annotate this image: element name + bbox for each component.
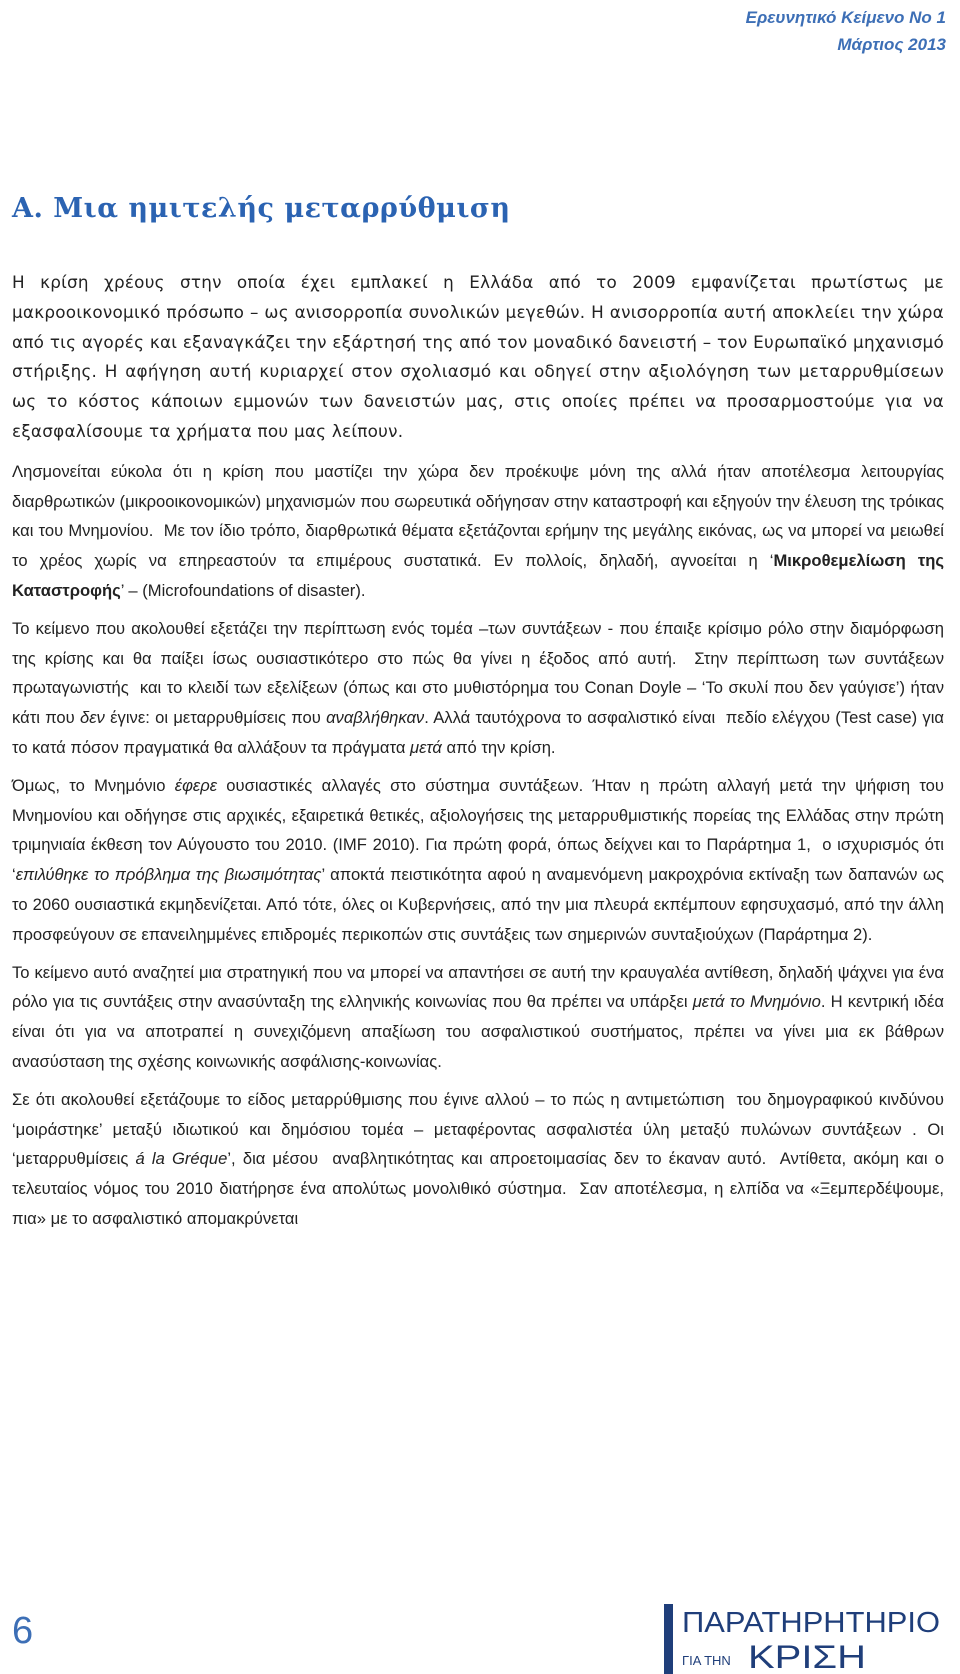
paragraph-4: [12, 771, 949, 950]
paragraph-3-text-c: . Αλλά ταυτόχρονα το ασφαλιστικό είναι πεδίο ελέγχου (Test case) για το κατά πόσον πραγματικά θα αλλάξουν τα πράγματα: [12, 708, 949, 757]
document-body: [12, 268, 954, 1242]
paragraph-3: [12, 614, 949, 763]
paragraph-4-text-b: ουσιαστικές αλλαγές στο σύστημα συντάξεων. Ήταν η πρώτη αλλαγή μετά την ψήφιση του Μνημονίου και οδήγησε στις αρχικές, εξαιρετικά θετικές, αξιολογήσεις της μεταρρυθμιστικής πορείας της Ελλάδας στην πρώτη τριμηνιαία έκθεση τον Αύγουστο του 2010. (IMF 2010). Για πρώτη φορά, όπως δείχνει και το Παράρτημα 1, ο ισχυρισμός ότι ‘: [12, 775, 949, 885]
paragraph-6-tail: ’, δια μέσου αναβλητικότητας και απροετοιμασίας δεν το έκαναν αυτό. Αντίθετα, ακόμη και ο τελευταίος νόμος του 2010 διατήρησε ένα απολύτως μονολιθικό σύστημα. Σαν αποτέλεσμα, η ελπίδα να «Ξεμπερδέψουμε, πια» με το ασφαλιστικό απομακρύνεται: [12, 1149, 949, 1228]
paragraph-5-italic: μετά το Μνημόνιο: [692, 992, 821, 1012]
logo-small-text: ΓΙΑ ΤΗΝ: [682, 1653, 731, 1668]
paragraph-5-text: Το κείμενο αυτό αναζητεί μια στρατηγική που να μπορεί να απαντήσει σε αυτή την κραυγαλέα αντίθεση, δηλαδή ψάχνει για ένα ρόλο για τις συντάξεις στην ανασύνταξη της ελληνικής κοινωνίας που θα πρέπει να υπάρξει: [12, 962, 949, 1012]
paragraph-3-tail: από την κρίση.: [441, 737, 556, 757]
paragraph-1: Η κρίση χρέους στην οποία έχει εμπλακεί η Ελλάδα από το 2009 εμφανίζεται πρωτίστως με μακροοικονομικό πρόσωπο – ως ανισορροπία συνολικών μεγεθών. Η ανισορροπία αυτή αποκλείει την χώρα από τις αγορές και εξαναγκάζει την εξάρτησή της από τον μοναδικό δανειστή – τον Ευρωπαϊκό μηχανισμό στήριξης. Η αφήγηση αυτή κυριαρχεί στον σχολιασμό και οδηγεί στην αξιολόγηση των μεταρρυθμίσεων ως το κόστος κάποιων εμμονών των δανειστών μας, στις οποίες πρέπει να προσαρμοστούμε για να εξασφαλίσουμε τα χρήματα που μας λείπουν.: [12, 272, 944, 441]
paragraph-4-tail: ’ αποκτά πειστικότητα αφού η αναμενόμενη μακροχρόνια εκτίναξη των δαπανών ως το 2060 ουσιαστικά εκμηδενίζεται. Από τότε, όλες οι Κυβερνήσεις, από την μια πλευρά εκπέμπουν εφησυχασμό, από την άλλη προσφεύγουν σε επανειλημμένες επιδρομές περικοπών στις συντάξεις των σημερινών συνταξιούχων (Παράρτημα 2).: [12, 865, 949, 944]
page-number: 6: [12, 1610, 34, 1652]
paragraph-4-italic-brought: έφερε: [174, 775, 217, 795]
paragraph-2: [12, 457, 954, 606]
section-title: Α. Μια ημιτελής μεταρρύθμιση: [12, 193, 511, 224]
paragraph-3-italic-after: μετά: [410, 737, 442, 757]
doc-date: Μάρτιος 2013: [837, 35, 946, 54]
paragraph-6-italic: á la Gréque: [135, 1149, 228, 1169]
running-header: [746, 4, 946, 58]
logo-line1: ΠΑΡΑΤΗΡΗΤΗΡΙΟ: [682, 1607, 940, 1639]
paragraph-3-text: Το κείμενο που ακολουθεί εξετάζει την περίπτωση ενός τομέα –των συντάξεων - που έπαιξε κρίσιμο ρόλο στην διαμόρφωση της κρίσης και θα παίξει ίσως ουσιαστικότερο στο πώς θα γίνει η έξοδος από αυτή. Στην περίπτωση των συντάξεων πρωταγωνιστής και το κλειδί των εξελίξεων (όπως και στο μυθιστόρημα του Conan Doyle – ‘Το σκυλί που δεν γαύγισε’) ήταν κάτι που: [12, 618, 949, 728]
paragraph-2-tail: ’ – (Microfoundations of disaster).: [120, 580, 366, 600]
paragraph-6: [12, 1085, 949, 1234]
doc-title: Ερευνητικό Κείμενο Νο 1: [745, 8, 946, 27]
paragraph-3-italic-den: δεν: [80, 708, 105, 728]
observatory-logo: [660, 1596, 960, 1674]
logo-graphic: [660, 1596, 960, 1674]
paragraph-6-text: Σε ότι ακολουθεί εξετάζουμε το είδος μεταρρύθμισης που έγινε αλλού – το πώς η αντιμετώπιση του δημογραφικού κινδύνου ‘μοιράστηκε’ μεταξύ ιδιωτικού και δημόσιου τομέα – μεταφέροντας ασφαλιστέα ύλη μεταξύ πυλώνων συντάξεων . Οι ‘μεταρρυθμίσεις: [12, 1089, 949, 1169]
paragraph-2-text: Λησμονείται εύκολα ότι η κρίση που μαστίζει την χώρα δεν προέκυψε μόνη της αλλά ήταν αποτέλεσμα λειτουργίας διαρθρωτικών (μικροοικονομικών) μηχανισμών που σωρευτικά οδήγησαν στην καταστροφή και εξηγούν την έλευση της τρόικας και του Μνημονίου. Με τον ίδιο τρόπο, διαρθρωτικά θέματα εξετάζονται ερήμην της μεγάλης εικόνας, ως να μπορεί να μειωθεί το χρέος χωρίς να επηρεαστούν τα επιμέρους συστατικά. Εν πολλοίς, δηλαδή, αγνοείται η ‘: [12, 461, 954, 571]
paragraph-2-emphasis: Μικροθεμελίωση της Καταστροφής: [12, 551, 949, 600]
paragraph-3-text-b: έγινε: οι μεταρρυθμίσεις που: [104, 708, 327, 728]
logo-stripe: [664, 1604, 673, 1674]
paragraph-5-tail: . Η κεντρική ιδέα είναι ότι για να αποτραπεί η συνεχιζόμενη απαξίωση του ασφαλιστικού συστήματος, πρέπει να γίνει μια εκ βάθρων ανασύσταση της σχέσης κοινωνικής ασφάλισης-κοινωνίας.: [12, 992, 949, 1071]
logo-line2: ΚΡΙΣΗ: [748, 1639, 866, 1674]
paragraph-4-text: Όμως, το Μνημόνιο: [12, 775, 175, 795]
paragraph-4-italic-quote: επιλύθηκε το πρόβλημα της βιωσιμότητας: [15, 865, 322, 885]
paragraph-5: [12, 958, 949, 1077]
paragraph-3-italic-postponed: αναβλήθηκαν: [326, 708, 425, 728]
